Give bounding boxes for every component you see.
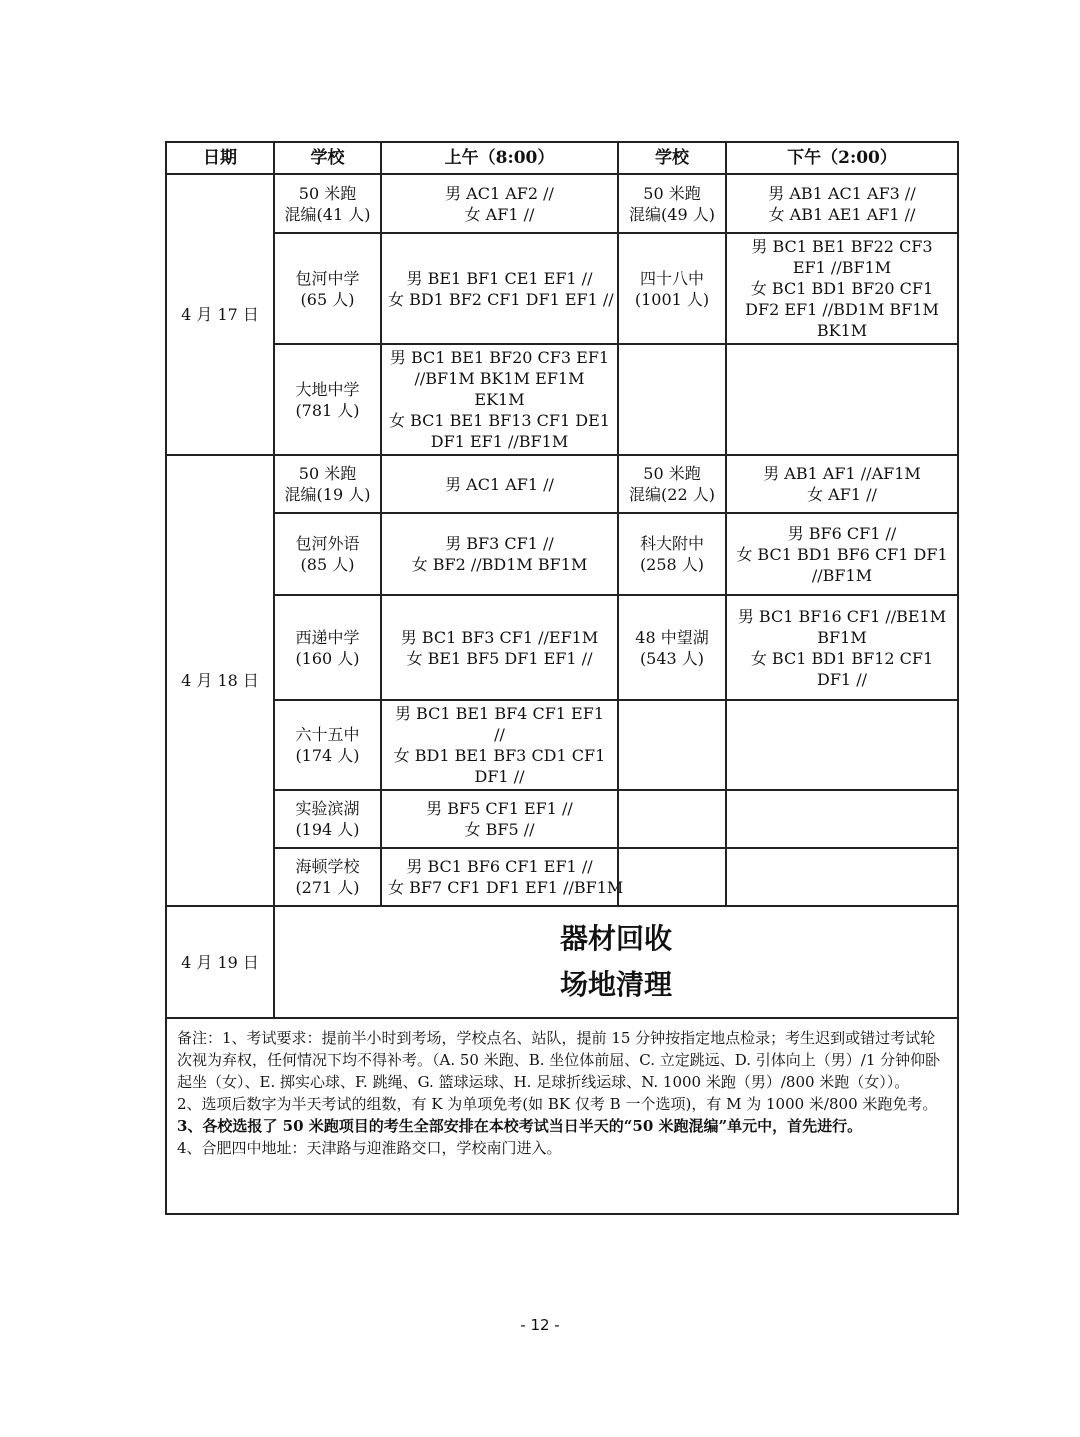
female-groups: 女 BF5 //: [464, 820, 535, 839]
pm-exam-cell: [726, 455, 958, 513]
school-name: 实验滨湖: [295, 799, 360, 818]
am-exam-cell: [381, 455, 618, 513]
exam-schedule-table: [165, 141, 959, 1215]
table-row: [166, 174, 958, 233]
am-school-cell: [274, 174, 381, 233]
header-date: 日期: [166, 142, 274, 174]
table-row: [166, 595, 958, 700]
school-count: (160 人): [295, 648, 360, 668]
male-groups: 男 AC1 AF1 //: [445, 474, 554, 494]
am-school-cell: [274, 848, 381, 906]
note-1: 备注：1、考试要求：提前半小时到考场，学校点名、站队，提前 15 分钟按指定地点检录；考生迟到或错过考试轮次视为弃权，任何情况下均不得补考。（A. 50 米跑、B. 坐位体前屈、C. 立定跳远、D. 引体向上（男）/1 分钟仰卧起坐（女）、E. 掷实心球、F. 跳绳、G. 篮球运球、H. 足球折线运球、N. 1000 米跑（男）/800 米跑（女））。: [177, 1029, 941, 1091]
male-groups: 男 BC1 BF3 CF1 //EF1M: [400, 627, 599, 647]
school-count: (271 人): [295, 878, 360, 897]
am-school-cell: [274, 700, 381, 790]
am-school-cell: [274, 513, 381, 595]
school-count: (1001 人): [634, 289, 710, 309]
pm-exam-cell: [726, 513, 958, 595]
female-groups: 女 BF7 CF1 DF1 EF1 //BF1M: [388, 878, 624, 897]
school-name: 50 米跑: [643, 464, 701, 483]
am-school-cell: [274, 233, 381, 344]
female-groups: 女 BD1 BE1 BF3 CD1 CF1 DF1 //: [393, 746, 606, 786]
school-count: (65 人): [300, 289, 355, 309]
page-number: - 12 -: [520, 1316, 560, 1334]
school-name: 科大附中: [639, 534, 704, 553]
male-groups: 男 BC1 BE1 BF22 CF3 EF1 //BF1M: [751, 237, 933, 277]
pm-school-cell-empty: [618, 790, 726, 848]
school-count: (781 人): [295, 400, 360, 420]
male-groups: 男 AC1 AF2 //: [445, 183, 554, 203]
note-2: 2、选项后数字为半天考试的组数，有 K 为单项免考(如 BK 仅考 B 一个选项)，有 M 为 1000 米/800 米跑免考。: [177, 1095, 938, 1113]
pm-exam-cell-empty: [726, 344, 958, 455]
school-name: 海顿学校: [295, 857, 360, 876]
pm-exam-cell-empty: [726, 848, 958, 906]
pm-school-cell: [618, 455, 726, 513]
am-exam-cell: [381, 513, 618, 595]
school-name: 大地中学: [295, 379, 360, 399]
pm-school-cell: [618, 233, 726, 344]
am-exam-cell: [381, 790, 618, 848]
pm-exam-cell: [726, 233, 958, 344]
male-groups: 男 BE1 BF1 CE1 EF1 //: [406, 268, 593, 288]
school-name: 50 米跑: [298, 464, 357, 483]
pm-school-cell: [618, 174, 726, 233]
header-school-pm: 学校: [618, 142, 726, 174]
pm-school-cell: [618, 595, 726, 700]
am-school-cell: [274, 595, 381, 700]
school-count: (543 人): [639, 648, 705, 668]
female-groups: 女 BC1 BE1 BF13 CF1 DE1 DF1 EF1 //BF1M: [389, 411, 610, 451]
note-4: 4、合肥四中地址：天津路与迎淮路交口，学校南门进入。: [177, 1139, 562, 1157]
female-groups: 女 BF2 //BD1M BF1M: [411, 555, 588, 574]
male-groups: 男 BC1 BF6 CF1 EF1 //: [406, 857, 593, 876]
notes-cell: [166, 1018, 958, 1214]
am-exam-cell: [381, 700, 618, 790]
am-school-cell: [274, 455, 381, 513]
school-count: 混编(19 人): [284, 485, 371, 504]
school-name: 50 米跑: [643, 183, 701, 203]
pm-exam-cell-empty: [726, 700, 958, 790]
header-row: [166, 142, 958, 174]
date-cell: 4 月 18 日: [166, 455, 274, 906]
school-count: (85 人): [300, 555, 355, 574]
pm-school-cell-empty: [618, 848, 726, 906]
school-count: (258 人): [639, 555, 705, 574]
female-groups: 女 BC1 BD1 BF6 CF1 DF1 //BF1M: [736, 544, 948, 585]
pm-exam-cell-empty: [726, 790, 958, 848]
notes-row: [166, 1018, 958, 1214]
date-cell: 4 月 19 日: [166, 906, 274, 1018]
am-exam-cell: [381, 595, 618, 700]
equipment-recycle-text: 器材回收: [559, 922, 672, 955]
male-groups: 男 BC1 BF16 CF1 //BE1M BF1M: [737, 606, 947, 647]
female-groups: 女 AF1 //: [464, 204, 535, 224]
male-groups: 男 BF5 CF1 EF1 //: [426, 799, 573, 818]
am-exam-cell: [381, 174, 618, 233]
pm-school-cell-empty: [618, 700, 726, 790]
venue-cleanup-text: 场地清理: [559, 968, 672, 1001]
female-groups: 女 BE1 BF5 DF1 EF1 //: [406, 648, 593, 668]
male-groups: 男 BF3 CF1 //: [445, 534, 554, 553]
table-row: [166, 455, 958, 513]
male-groups: 男 BF6 CF1 //: [787, 523, 897, 543]
school-count: 混编(49 人): [629, 204, 715, 224]
female-groups: 女 BC1 BD1 BF12 CF1 DF1 //: [750, 648, 934, 689]
table-row: [166, 790, 958, 848]
school-name: 四十八中: [639, 268, 704, 288]
am-school-cell: [274, 344, 381, 455]
table-row: [166, 848, 958, 906]
female-groups: 女 BC1 BD1 BF20 CF1 DF2 EF1 //BD1M BF1M BK1M: [745, 279, 939, 340]
school-name: 包河外语: [295, 534, 360, 553]
school-name: 西递中学: [295, 627, 360, 647]
header-afternoon: 下午（2:00）: [726, 142, 958, 174]
pm-school-cell: [618, 513, 726, 595]
female-groups: 女 AF1 //: [807, 485, 877, 504]
table-row: [166, 906, 958, 1018]
school-count: 混编(41 人): [284, 204, 371, 224]
table-row: [166, 344, 958, 455]
school-count: (174 人): [295, 746, 360, 765]
equipment-cleanup-cell: [274, 906, 958, 1018]
school-name: 六十五中: [295, 725, 360, 744]
school-name: 48 中望湖: [635, 627, 709, 647]
school-count: (194 人): [295, 820, 360, 839]
female-groups: 女 BD1 BF2 CF1 DF1 EF1 //: [388, 289, 614, 309]
school-count: 混编(22 人): [629, 485, 715, 504]
table-row: [166, 700, 958, 790]
pm-exam-cell: [726, 595, 958, 700]
header-morning: 上午（8:00）: [381, 142, 618, 174]
male-groups: 男 BC1 BE1 BF4 CF1 EF1 //: [394, 704, 605, 744]
male-groups: 男 BC1 BE1 BF20 CF3 EF1 //BF1M BK1M EF1M EK1M: [389, 348, 610, 409]
pm-school-cell-empty: [618, 344, 726, 455]
am-exam-cell: [381, 848, 624, 906]
male-groups: 男 AB1 AF1 //AF1M: [763, 464, 921, 483]
note-3: 3、各校选报了 50 米跑项目的考生全部安排在本校考试当日半天的“50 米跑混编”单元中，首先进行。: [177, 1117, 863, 1135]
table-row: [166, 233, 958, 344]
am-school-cell: [274, 790, 381, 848]
date-cell: 4 月 17 日: [166, 174, 274, 455]
male-groups: 男 AB1 AC1 AF3 //: [768, 183, 916, 203]
am-exam-cell: [381, 233, 618, 344]
school-name: 包河中学: [295, 268, 360, 288]
female-groups: 女 AB1 AE1 AF1 //: [768, 204, 916, 224]
am-exam-cell: [381, 344, 618, 455]
pm-exam-cell: [726, 174, 958, 233]
table-row: [166, 513, 958, 595]
school-name: 50 米跑: [298, 183, 357, 203]
header-school-am: 学校: [274, 142, 381, 174]
